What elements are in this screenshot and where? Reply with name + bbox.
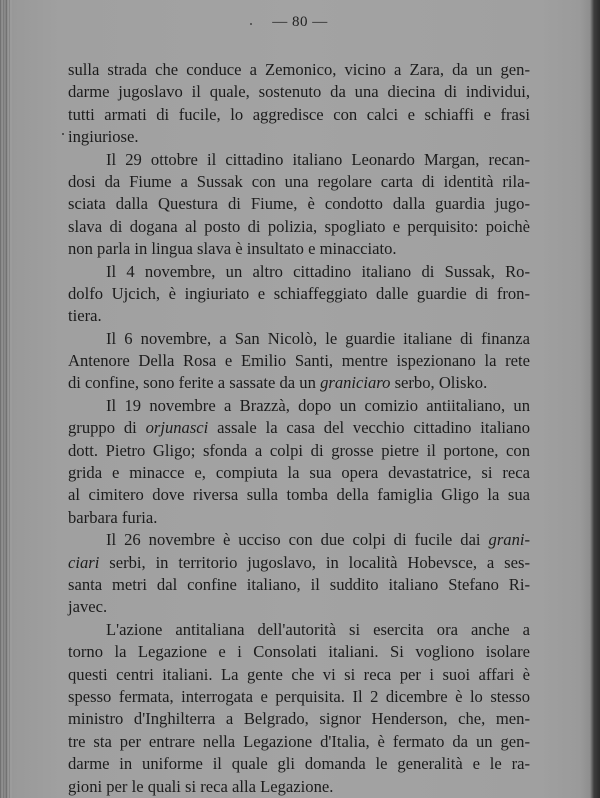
italic-term: graniciaro <box>320 373 391 393</box>
text-run: serbo, Olisko. <box>390 373 488 393</box>
page-number <box>0 14 600 31</box>
text-run: di confine, sono ferite a sassate da un <box>68 373 321 393</box>
text-line: gioni per le quali si reca alla Legazione. <box>68 776 334 796</box>
text-line: tutti armati di fucile, lo aggredisce con calci e schiaffi e frasi <box>68 104 530 124</box>
paragraph <box>68 529 530 619</box>
paragraph <box>68 149 530 261</box>
ink-speck <box>62 133 64 135</box>
text-line: sciata dalla Questura di Fiume, è condotto dalla guardia jugo- <box>68 194 530 214</box>
text-line: slava di dogana al posto di polizia, spogliato e perquisito: poichè <box>68 216 530 236</box>
page-number-label: — 80 — <box>272 14 328 30</box>
text-line: sulla strada che conduce a Zemonico, vicino a Zara, da un gen- <box>68 60 530 79</box>
text-line: darme in uniforme il quale gli domanda le generalità e le ra- <box>68 754 530 774</box>
text-line: javec. <box>68 597 108 617</box>
text-line: L'azione antitaliana dell'autorità si esercita ora anche a <box>106 619 530 639</box>
text-line: questi centri italiani. La gente che vi si reca per i suoi affari è <box>68 664 530 684</box>
italic-term: orjunasci <box>145 418 209 438</box>
text-line <box>68 552 530 574</box>
paragraph <box>68 619 530 798</box>
text-line: grida e minacce e, compiuta la sua opera devastatrice, si reca <box>68 463 530 483</box>
text-line: spesso fermata, interrogata e perquisita. Il 2 dicembre è lo stesso <box>68 686 530 706</box>
text-run: Il 26 novembre è ucciso con due colpi di fucile dai <box>106 530 489 550</box>
paragraph <box>68 328 530 395</box>
text-line: darme jugoslavo il quale, sostenuto da una diecina di individui, <box>68 82 530 102</box>
text-run: assale la casa del vecchio cittadino italiano <box>208 418 530 438</box>
italic-term: grani- <box>488 530 530 550</box>
paragraph <box>68 261 530 328</box>
text-line: ministro d'Inghilterra a Belgrado, signor Henderson, che, men- <box>68 709 530 729</box>
text-line: ingiuriose. <box>68 127 139 147</box>
text-line <box>68 417 530 439</box>
text-line: tre sta per entrare nella Legazione d'Italia, è fermato da un gen- <box>68 731 530 751</box>
text-line: Il 6 novembre, a San Nicolò, le guardie italiane di finanza <box>106 328 530 348</box>
text-line: dosi da Fiume a Sussak con una regolare carta di identità rila- <box>68 171 530 191</box>
text-run: gruppo di <box>68 418 146 438</box>
text-line: non parla in lingua slava è insultato e minacciato. <box>68 239 397 259</box>
ink-speck <box>250 23 252 25</box>
text-line: al cimitero dove riversa sulla tomba della famiglia Gligo la sua <box>68 485 530 505</box>
text-line <box>68 372 530 394</box>
text-line: Il 19 novembre a Brazzà, dopo un comizio antiitaliano, un <box>106 395 530 415</box>
text-line: Antenore Della Rosa e Emilio Santi, mentre ispezionano la rete <box>68 351 530 371</box>
text-line: santa metri dal confine italiano, il suddito italiano Stefano Ri- <box>68 574 530 594</box>
text-run: serbi, in territorio jugoslavo, in località Hobevsce, a ses- <box>99 552 530 572</box>
text-line: dolfo Ujcich, è ingiuriato e schiaffeggiato dalle guardie di fron- <box>68 283 530 303</box>
body-text <box>68 59 530 798</box>
paragraph <box>68 395 530 529</box>
text-line: tiera. <box>68 306 102 326</box>
text-line <box>68 529 530 551</box>
text-line: barbara furia. <box>68 507 158 527</box>
text-line: Il 4 novembre, un altro cittadino italiano di Sussak, Ro- <box>106 261 530 281</box>
italic-term: ciari <box>68 552 100 572</box>
text-line: torno la Legazione e i Consolati italiani. Si vogliono isolare <box>68 642 530 662</box>
paragraph <box>68 59 530 149</box>
text-line: Il 29 ottobre il cittadino italiano Leonardo Margan, recan- <box>106 149 530 169</box>
text-line: dott. Pietro Gligo; sfonda a colpi di grosse pietre il portone, con <box>68 440 530 460</box>
